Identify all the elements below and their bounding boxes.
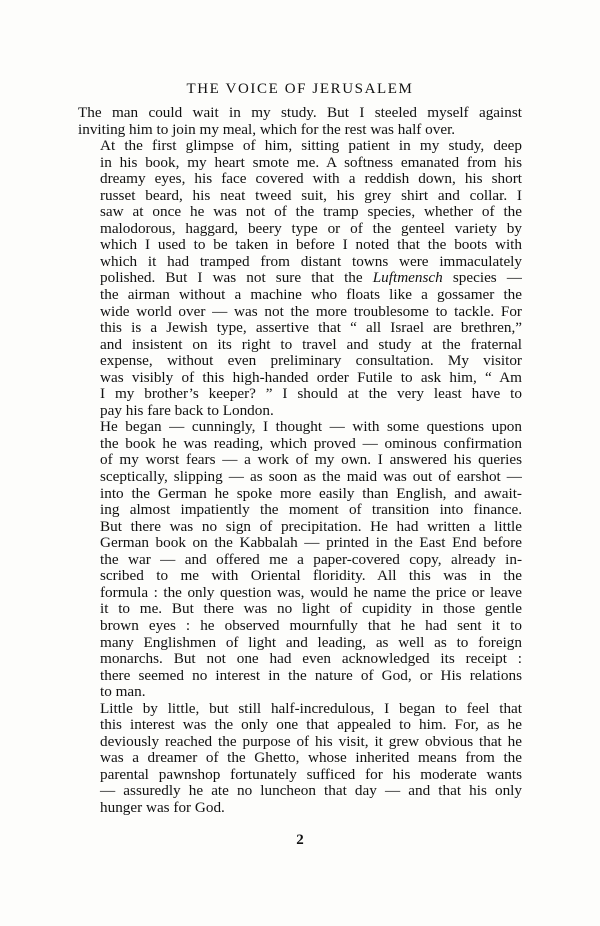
text-line: He began — cunningly, I thought — with some questions upon (100, 419, 522, 436)
text-line: expense, without even preliminary consultation. My visitor (100, 353, 522, 370)
text-line: which it had tramped from distant towns were immaculately (100, 253, 522, 270)
text-line: But there was no sign of precipitation. He had written a little (100, 518, 522, 535)
text-line: malodorous, haggard, beery type or of the genteel variety by (100, 220, 522, 237)
text-line: was a dreamer of the Ghetto, whose inherited means from the (100, 750, 522, 767)
text-line: monarchs. But not one had even acknowledged its receipt : (100, 651, 522, 668)
paragraph (78, 105, 522, 138)
italic-term: Luftmensch (372, 270, 443, 287)
text-line: scribed to me with Oriental floridity. All this was in the (100, 568, 522, 585)
text-line: Little by little, but still half-incredulous, I began to feel that (100, 700, 522, 717)
text-line: deviously reached the purpose of his visit, it grew obvious that he (100, 733, 522, 750)
text-line: — assuredly he ate no luncheon that day — and that his only (100, 783, 522, 800)
running-head: THE VOICE OF JERUSALEM (186, 81, 414, 97)
text-line: parental pawnshop fortunately sufficed for his moderate wants (100, 766, 522, 783)
text-line: many Englishmen of light and leading, as well as to foreign (100, 634, 522, 651)
text-line: German book on the Kabbalah — printed in the East End before (100, 535, 522, 552)
body-text (78, 105, 522, 817)
text-line: the airman without a machine who floats like a gossamer the (100, 287, 522, 304)
text-line: hunger was for God. (100, 799, 225, 816)
text-line: to man. (100, 684, 146, 701)
text-line: in his book, my heart smote me. A softness emanated from his (100, 154, 522, 171)
text-line: dreamy eyes, his face covered with a reddish down, his short (100, 171, 522, 188)
text-line: The man could wait in my study. But I steeled myself against (78, 105, 522, 121)
text-line: it to me. But there was no light of cupidity in those gentle (100, 601, 522, 618)
text-line: was visibly of this high-handed order Futile to ask him, “ Am (100, 369, 522, 386)
text-line: inviting him to join my meal, which for the rest was half over. (78, 121, 456, 138)
text-line: brown eyes : he observed mournfully that he had sent it to (100, 617, 522, 634)
text-line: russet beard, his neat tweed suit, his grey shirt and collar. I (100, 187, 522, 204)
text-line: of my worst fears — a work of my own. I answered his queries (100, 452, 522, 469)
text-line: which I used to be taken in before I noted that the boots with (100, 237, 522, 254)
text-line: polished. But I was not sure that the Luftmensch species — (100, 270, 522, 287)
text-line: formula : the only question was, would he name the price or leave (100, 584, 522, 601)
text-line: this interest was the only one that appealed to him. For, as he (100, 717, 522, 734)
paragraph (78, 419, 522, 700)
text-line: pay his fare back to London. (100, 402, 274, 419)
text-line: I my brother’s keeper? ” I should at the very least have to (100, 386, 522, 403)
text-line: wide world over — was not the more troublesome to tackle. For (100, 303, 522, 320)
page-number: 2 (296, 832, 304, 848)
text-line: At the first glimpse of him, sitting patient in my study, deep (100, 138, 522, 155)
text-line: ing almost impatiently the moment of transition into finance. (100, 502, 522, 519)
paragraph (78, 701, 522, 817)
paragraph (78, 138, 522, 419)
text-line: saw at once he was not of the tramp species, whether of the (100, 204, 522, 221)
text-line: and insistent on its right to travel and study at the fraternal (100, 336, 522, 353)
text-line: this is a Jewish type, assertive that “ all Israel are brethren,” (100, 320, 522, 337)
text-line: the war — and offered me a paper-covered copy, already in- (100, 551, 522, 568)
text-line: the book he was reading, which proved — ominous confirmation (100, 435, 522, 452)
text-line: there seemed no interest in the nature of God, or His relations (100, 667, 522, 684)
text-line: into the German he spoke more easily than English, and await- (100, 485, 522, 502)
text-line: sceptically, slipping — as soon as the maid was out of earshot — (100, 469, 522, 486)
